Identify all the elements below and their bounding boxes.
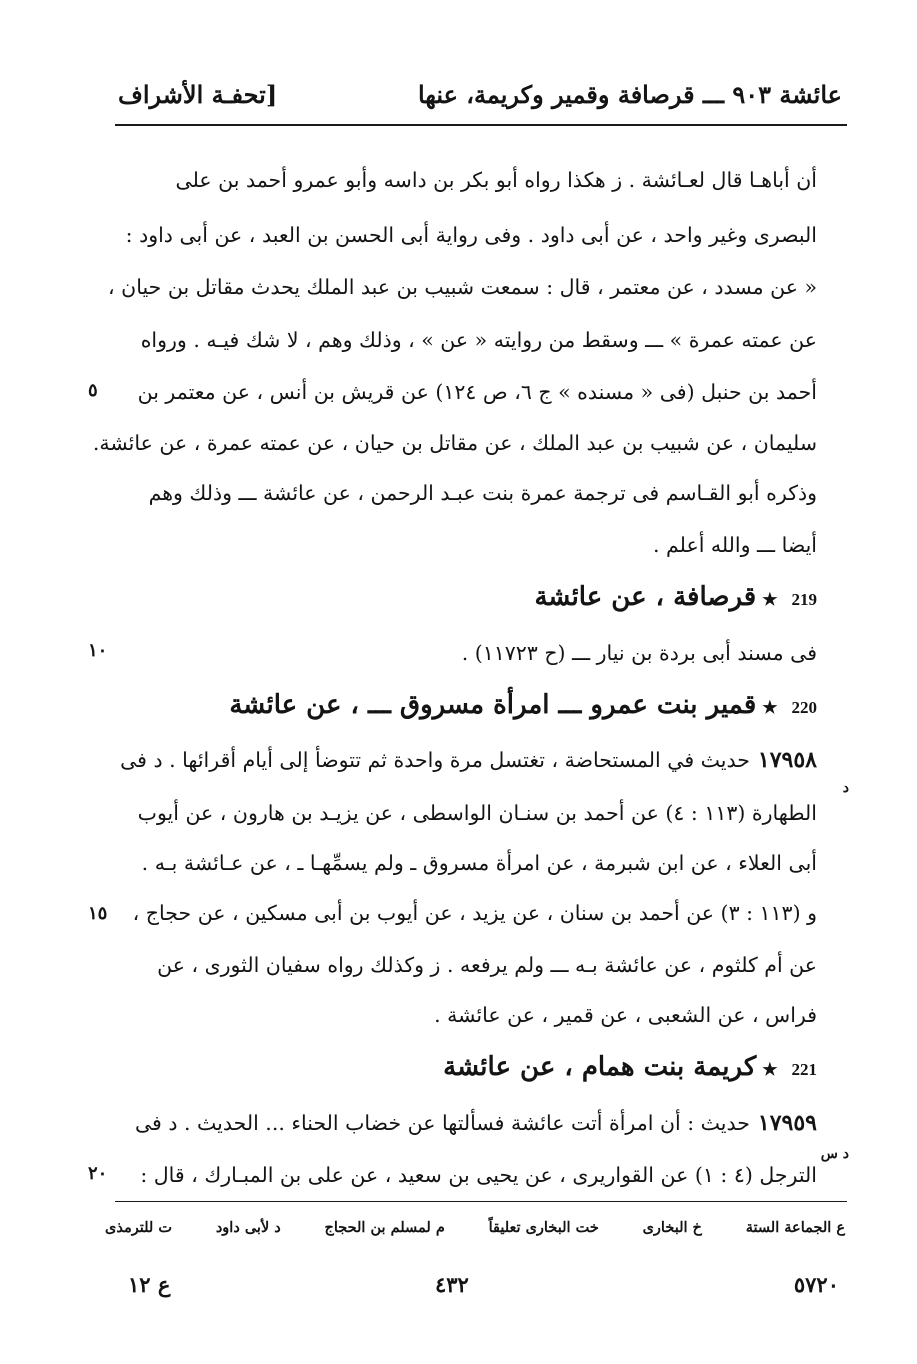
text-line: فراس ، عن الشعبى ، عن قمير ، عن عائشة .	[434, 1003, 817, 1027]
text-line: عن أم كلثوم ، عن عائشة بـه ـــ ولم يرفعه . ز وكذلك رواه سفيان الثورى ، عن	[157, 953, 817, 977]
legend-item: ت للترمذى	[105, 1219, 173, 1236]
hadith-text: حديث في المستحاضة ، تغتسل مرة واحدة ثم تتوضأ إلى أيام أقرائها . د فى	[120, 748, 750, 772]
hadith-text: حديث : أن امرأة أتت عائشة فسألتها عن خضاب الحناء ... الحديث . د فى	[134, 1111, 750, 1135]
legend-item: د لأبى داود	[215, 1219, 281, 1236]
text-line: البصرى وغير واحد ، عن أبى داود . وفى رواية أبى الحسن بن العبد ، عن أبى داود :	[125, 223, 817, 247]
entry-title: قمير بنت عمرو ـــ امرأة مسروق ـــ ، عن عائشة	[229, 690, 757, 720]
text-line: الترجل (٤ : ١) عن القواريرى ، عن يحيى بن سعيد ، عن على بن المبـارك ، قال :	[140, 1163, 817, 1187]
text-line: أيضا ـــ والله أعلم .	[653, 533, 817, 557]
abbreviation-legend	[105, 1219, 845, 1236]
text-line: أن أباهـا قال لعـائشة . ز هكذا رواه أبو بكر بن داسه وأبو عمرو أحمد بن على	[175, 168, 817, 192]
legend-item: م لمسلم بن الحجاج	[324, 1219, 445, 1236]
entry-number: 221	[791, 1060, 817, 1079]
source-mark: د س	[820, 1146, 849, 1162]
source-mark: د	[842, 780, 849, 796]
entry-heading	[177, 690, 817, 720]
running-header-book-title: [تحفـة الأشراف	[118, 80, 278, 109]
page-number: ٤٣٢	[435, 1272, 469, 1297]
text-line: و (١١٣ : ٣) عن أحمد بن سنان ، عن يزيد ، عن أيوب بن أبى مسكين ، عن حجاج ،	[132, 901, 817, 925]
running-header-chapter: عائشة ٩٠٣ ـــ قرصافة وقمير وكريمة، عنها	[417, 80, 842, 109]
volume-mark: ع ١٢	[128, 1272, 171, 1297]
star-icon: ★	[762, 590, 778, 610]
entry-number: 219	[791, 590, 817, 609]
legend-item: ع الجماعة الستة	[745, 1219, 845, 1236]
text-line: « عن مسدد ، عن معتمر ، قال : سمعت شبيب بن عبد الملك يحدث مقاتل بن حيان ،	[108, 275, 817, 299]
entry-heading	[177, 582, 817, 612]
text-line: وذكره أبو القـاسم فى ترجمة عمرة بنت عبـد الرحمن ، عن عائشة ـــ وذلك وهم	[148, 481, 817, 505]
legend-item: خت البخارى تعليقاً	[488, 1219, 599, 1236]
hadith-number: ١٧٩٥٩	[757, 1110, 817, 1136]
hadith-line	[117, 1108, 817, 1138]
star-icon: ★	[762, 1060, 778, 1080]
text-line: أبى العلاء ، عن ابن شبرمة ، عن امرأة مسروق ـ ولم يسمِّهـا ـ ، عن عـائشة بـه .	[141, 851, 817, 875]
header-rule	[115, 124, 847, 126]
entry-heading	[177, 1052, 817, 1082]
line-number: ٢٠	[88, 1163, 108, 1184]
text-line: الطهارة (١١٣ : ٤) عن أحمد بن سنـان الواسطى ، عن يزيـد بن هارون ، عن أيوب	[137, 801, 817, 825]
line-number: ٥	[88, 380, 98, 401]
hadith-line	[117, 745, 817, 775]
entry-number: 220	[791, 698, 817, 717]
text-line: عن عمته عمرة » ـــ وسقط من روايته « عن » ، وذلك وهم ، لا شك فيـه . ورواه	[140, 328, 817, 352]
entry-title: قرصافة ، عن عائشة	[534, 582, 757, 612]
footnote-rule	[115, 1201, 847, 1202]
line-number: ١٠	[88, 640, 108, 661]
hadith-number: ١٧٩٥٨	[757, 747, 817, 773]
sequence-number: ٥٧٢٠	[793, 1272, 839, 1297]
entry-title: كريمة بنت همام ، عن عائشة	[443, 1052, 757, 1082]
legend-item: خ البخارى	[642, 1219, 702, 1236]
text-line: فى مسند أبى بردة بن نيار ـــ (ح ١١٧٢٣) .	[461, 641, 817, 665]
star-icon: ★	[762, 698, 778, 718]
line-number: ١٥	[88, 903, 108, 924]
text-line: أحمد بن حنبل (فى « مسنده » ج ٦، ص ١٢٤) عن قريش بن أنس ، عن معتمر بن	[137, 380, 817, 404]
text-line: سليمان ، عن شبيب بن عبد الملك ، عن مقاتل بن حيان ، عن عمته عمرة ، عن عائشة.	[92, 431, 817, 455]
